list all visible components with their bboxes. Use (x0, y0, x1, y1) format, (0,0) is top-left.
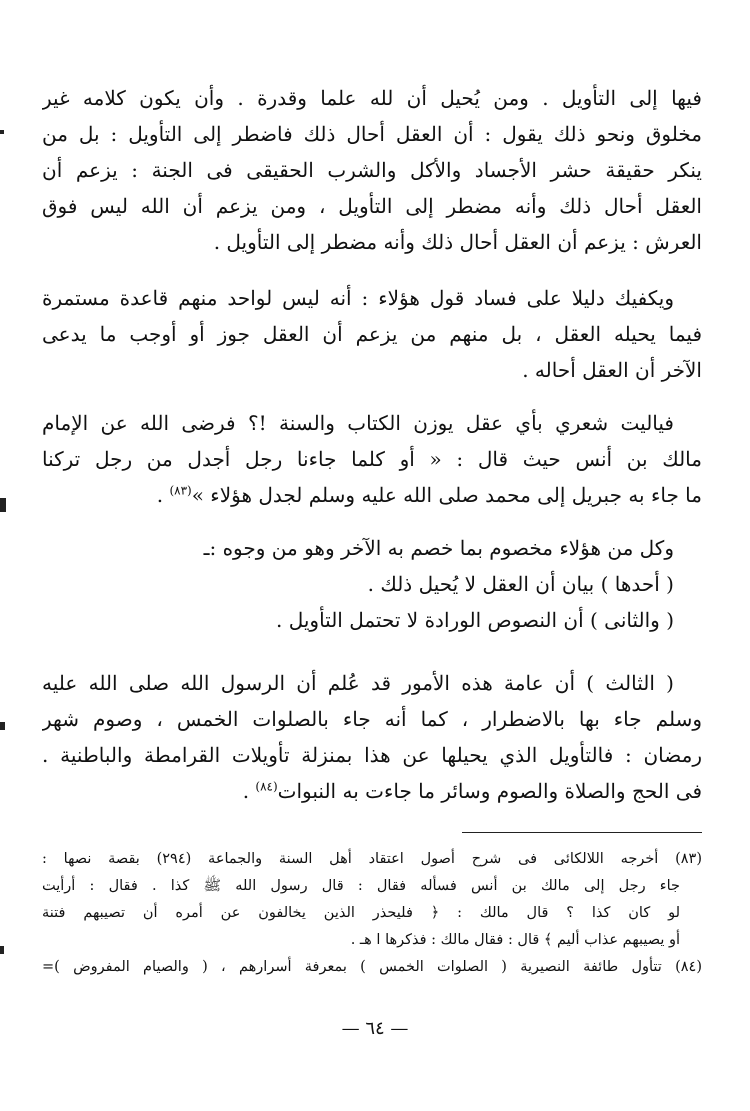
left-margin-mark-3 (0, 722, 5, 730)
text-line: ( الثالث ) أن عامة هذه الأمور قد عُلم أن الرسول الله صلى الله عليه (42, 671, 674, 695)
text-line: فيما يحيله العقل ، بل منهم من يزعم أن العقل جوز أو أوجب ما يدعى (42, 322, 702, 346)
paragraph-3 (42, 405, 702, 513)
left-margin-mark-4 (0, 946, 4, 954)
footnote-84: (٨٤) تتأول طائفة النصيرية ( الصلوات الخمس ) بمعرفة أسرارهم ، ( والصيام المفروض )= (42, 959, 702, 975)
footnote-reference-84[interactable]: (٨٤) (255, 779, 278, 794)
list-item: ( أحدها ) بيان أن العقل لا يُحيل ذلك . (367, 572, 674, 596)
footnote-83: (٨٣) أخرجه اللالكائى فى شرح أصول اعتقاد أهل السنة والجماعة (٢٩٤) بقصة نصها : (42, 851, 702, 867)
paragraph-4 (42, 665, 702, 809)
left-margin-mark-2 (0, 498, 6, 512)
text-line-with-footnote (42, 773, 702, 809)
text-line: فياليت شعري بأي عقل يوزن الكتاب والسنة !؟ فرضى الله عن الإمام (42, 411, 674, 435)
text-line: مالك بن أنس حيث قال : « أو كلما جاءنا رجل أجدل من رجل تركنا (42, 447, 702, 471)
text-line: العقل أحال ذلك وأنه مضطر إلى التأويل ، ومن يزعم أن الله ليس فوق (42, 194, 702, 218)
page-number: — ٦٤ — (341, 1018, 409, 1039)
text-line: فى الحج والصلاة والصوم وسائر ما جاءت به النبوات (277, 779, 702, 803)
paragraph-1 (42, 80, 702, 260)
enumeration-list (42, 530, 702, 638)
footnote-line: أو يصيبهم عذاب أليم ﴾ قال : فقال مالك : فذكرها ا هـ . (350, 932, 680, 948)
sentence-end: . (242, 779, 256, 803)
footnote-line: لو كان كذا ؟ قال مالك : ﴿ فليحذر الذين يخالفون عن أمره أن تصيبهم فتنة (42, 905, 680, 921)
text-line-with-footnote (42, 477, 702, 513)
sentence-end: . (156, 483, 170, 507)
text-line: مخلوق ونحو ذلك يقول : أن العقل أحال ذلك فاضطر إلى التأويل : بل من (42, 122, 702, 146)
text-line: رمضان : فالتأويل الذي يحيلها عن هذا بمنزلة تأويلات القرامطة والباطنية . (42, 743, 702, 767)
footnotes (42, 846, 702, 981)
text-line: فيها إلى التأويل . ومن يُحيل أن لله علما وقدرة . وأن يكون كلامه غير (42, 86, 702, 110)
footnote-separator (462, 832, 702, 833)
text-line: ويكفيك دليلا على فساد قول هؤلاء : أنه ليس لواحد منهم قاعدة مستمرة (42, 286, 674, 310)
footnote-reference-83[interactable]: (٨٣) (169, 483, 192, 498)
text-line: ينكر حقيقة حشر الأجساد والأكل والشرب الحقيقى فى الجنة : يزعم أن (42, 158, 702, 182)
list-item: ( والثانى ) أن النصوص الورادة لا تحتمل التأويل . (276, 608, 674, 632)
text-line: الآخر أن العقل أحاله . (522, 358, 702, 382)
paragraph-2 (42, 280, 702, 388)
footnote-line: جاء رجل إلى مالك بن أنس فسأله فقال : قال رسول الله ﷺ كذا . فقال : أرأيت (42, 878, 680, 894)
text-line: العرش : يزعم أن العقل أحال ذلك وأنه مضطر إلى التأويل . (213, 230, 702, 254)
text-line: ما جاء به جبريل إلى محمد صلى الله عليه وسلم لجدل هؤلاء » (191, 483, 702, 507)
list-intro: وكل من هؤلاء مخصوم بما خصم به الآخر وهو من وجوه :ـ (203, 536, 674, 560)
text-line: وسلم جاء بها بالاضطرار ، كما أنه جاء بالصلوات الخمس ، وصوم شهر (42, 707, 702, 731)
left-margin-mark-1 (0, 130, 4, 134)
